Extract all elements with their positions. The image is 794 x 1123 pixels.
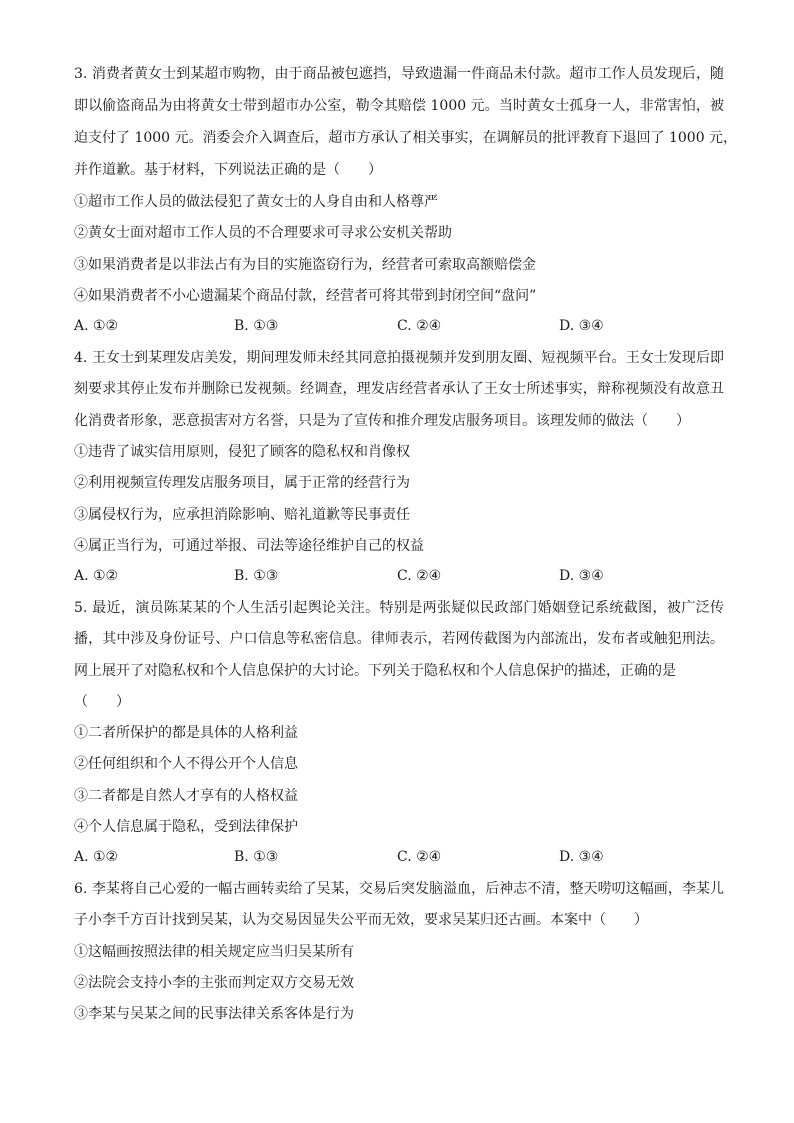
q6-item-3: ③李某与吴某之间的民事法律关系客体是行为 xyxy=(74,1006,354,1022)
q3-stem-line-4: 并作道歉。基于材料，下列说法正确的是（ ） xyxy=(74,162,382,178)
q5-option-b: B. ①③ xyxy=(234,849,279,865)
q3-item-2: ②黄女士面对超市工作人员的不合理要求可寻求公安机关帮助 xyxy=(74,225,452,241)
q3-options xyxy=(74,316,724,336)
q3-item-1: ①超市工作人员的做法侵犯了黄女士的人身自由和人格尊严 xyxy=(74,194,438,210)
q5-item-2: ②任何组织和个人不得公开个人信息 xyxy=(74,756,298,772)
q4-option-d: D. ③④ xyxy=(559,568,604,584)
q5-option-c: C. ②④ xyxy=(397,849,442,865)
q4-stem-line-3: 化消费者形象，恶意损害对方名誉，只是为了宣传和推介理发店服务项目。该理发师的做法（ ） xyxy=(74,413,690,429)
q3-stem-line-2: 即以偷盗商品为由将黄女士带到超市办公室，勒令其赔偿 1000 元。当时黄女士孤身一人，非常害怕，被 xyxy=(74,98,724,114)
q5-options xyxy=(74,847,724,867)
q5-stem-line-1: 5. 最近，演员陈某某的个人生活引起舆论关注。特别是两张疑似民政部门婚姻登记系统截图，被广泛传 xyxy=(74,600,724,616)
q3-stem-line-3: 迫支付了 1000 元。消委会介入调查后，超市方承认了相关事实，在调解员的批评教育下退回了 1000 元， xyxy=(74,130,738,146)
q4-item-1: ①违背了诚实信用原则，侵犯了顾客的隐私权和肖像权 xyxy=(74,444,410,460)
q4-options xyxy=(74,566,724,586)
q3-item-4: ④如果消费者不小心遗漏某个商品付款，经营者可将其带到封闭空间“盘问” xyxy=(74,288,537,304)
q4-stem-line-2: 刻要求其停止发布并删除已发视频。经调查，理发店经营者承认了王女士所述事实，辩称视频没有故意丑 xyxy=(74,381,724,397)
q3-option-a: A. ①② xyxy=(74,318,119,334)
q3-stem-line-1: 3. 消费者黄女士到某超市购物，由于商品被包遮挡，导致遗漏一件商品未付款。超市工作人员发现后，随 xyxy=(74,66,724,82)
q3-item-3: ③如果消费者是以非法占有为目的实施盗窃行为，经营者可索取高额赔偿金 xyxy=(74,257,536,273)
q4-item-2: ②利用视频宣传理发店服务项目，属于正常的经营行为 xyxy=(74,475,410,491)
q3-option-c: C. ②④ xyxy=(397,318,442,334)
q5-stem-line-4: （ ） xyxy=(74,694,130,710)
q6-item-2: ②法院会支持小李的主张而判定双方交易无效 xyxy=(74,975,354,991)
q6-item-1: ①这幅画按照法律的相关规定应当归吴某所有 xyxy=(74,944,354,960)
q5-stem-line-2: 播，其中涉及身份证号、户口信息等私密信息。律师表示，若网传截图为内部流出，发布者或触犯刑法。 xyxy=(74,631,724,647)
q6-stem-line-2: 子小李千方百计找到吴某，认为交易因显失公平而无效，要求吴某归还古画。本案中（ ） xyxy=(74,912,648,928)
q6-stem-line-1: 6. 李某将自己心爱的一幅古画转卖给了吴某，交易后突发脑溢血，后神志不清，整天唠叨这幅画，李某儿 xyxy=(74,881,724,897)
q5-item-4: ④个人信息属于隐私，受到法律保护 xyxy=(74,819,298,835)
q4-option-c: C. ②④ xyxy=(397,568,442,584)
q3-option-d: D. ③④ xyxy=(559,318,604,334)
q4-item-4: ④属正当行为，可通过举报、司法等途径维护自己的权益 xyxy=(74,538,424,554)
q3-option-b: B. ①③ xyxy=(234,318,279,334)
q4-stem-line-1: 4. 王女士到某理发店美发，期间理发师未经其同意拍摄视频并发到朋友圈、短视频平台。王女士发现后即 xyxy=(74,350,724,366)
q4-item-3: ③属侵权行为，应承担消除影响、赔礼道歉等民事责任 xyxy=(74,507,410,523)
q5-item-3: ③二者都是自然人才享有的人格权益 xyxy=(74,788,298,804)
q5-option-a: A. ①② xyxy=(74,849,119,865)
q4-option-b: B. ①③ xyxy=(234,568,279,584)
q5-option-d: D. ③④ xyxy=(559,849,604,865)
q5-stem-line-3: 网上展开了对隐私权和个人信息保护的大讨论。下列关于隐私权和个人信息保护的描述，正确的是 xyxy=(74,663,676,679)
q4-option-a: A. ①② xyxy=(74,568,119,584)
q5-item-1: ①二者所保护的都是具体的人格利益 xyxy=(74,725,298,741)
